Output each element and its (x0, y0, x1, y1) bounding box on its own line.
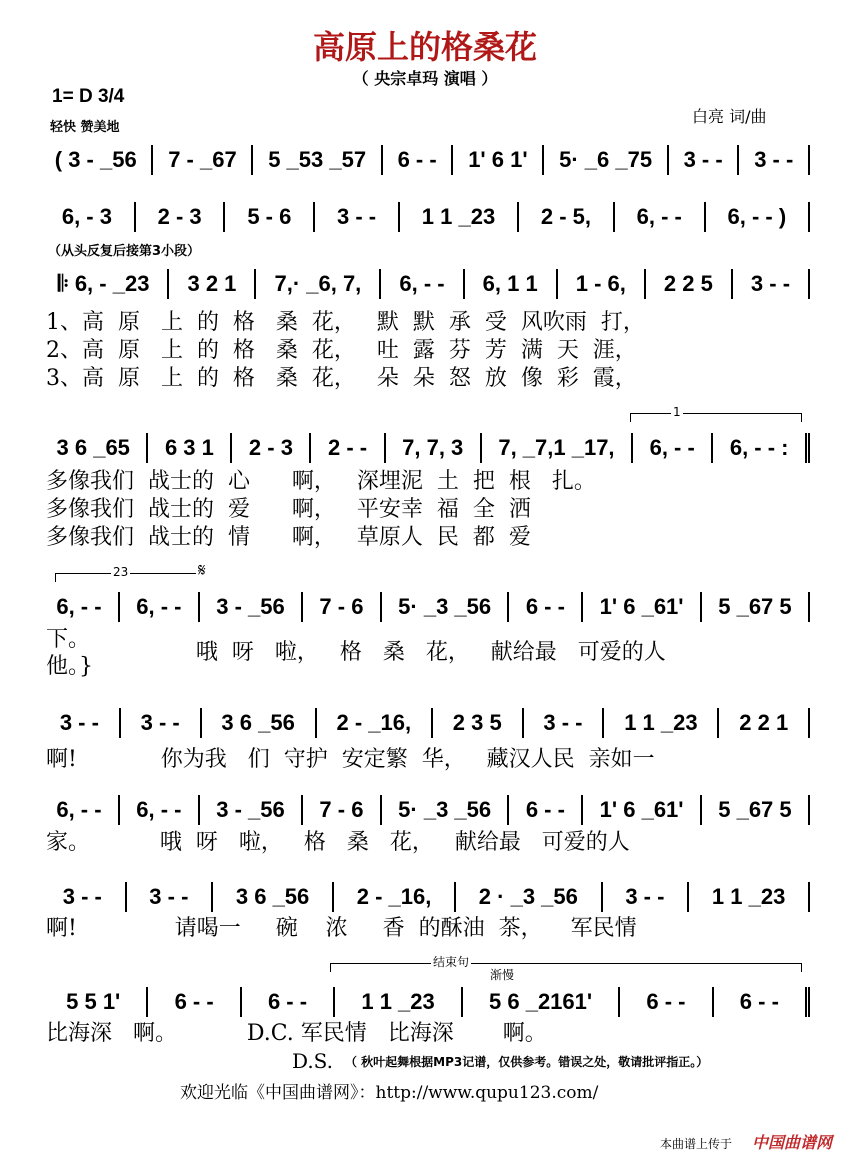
lyric-chorus-1: 哦 呀 啦， 格 桑 花， 献给最 可爱的人 (112, 640, 666, 665)
measure: 1' 6 1' (453, 145, 544, 175)
staff-line-5 (40, 591, 810, 623)
ending-bracket (330, 955, 802, 972)
volta-1-bracket (630, 405, 802, 422)
measure: 1 1 _23 (400, 202, 519, 232)
measure: 6 - - (242, 987, 335, 1017)
measure: 5· _3 _56 (382, 795, 510, 825)
upload-note: 本曲谱上传于 (660, 1137, 733, 1151)
measure: 2 3 5 (433, 708, 524, 738)
measure: 6, - - (633, 433, 713, 463)
staff-line-9 (40, 986, 810, 1018)
measure: 1 - 6, (558, 269, 646, 299)
measure: 7 - 6 (303, 795, 382, 825)
measure: 2 · _3 _56 (456, 882, 603, 912)
site-logo: 中国曲谱网 (752, 1133, 833, 1152)
tempo-marking: 轻快 赞美地 (50, 120, 120, 135)
singer-credit: （ 央宗卓玛 演唱 ） (352, 69, 498, 88)
measure: 5 5 1' (40, 987, 148, 1017)
measure: 6 - - (509, 592, 583, 622)
measure: 5 _67 5 (702, 795, 810, 825)
measure: 5 _53 _57 (253, 145, 382, 175)
lyric-ending-b: 他。} (46, 654, 93, 679)
measure: 2 2 1 (719, 708, 810, 738)
measure: 6 - - (620, 987, 713, 1017)
measure: 2 - 3 (136, 202, 226, 232)
staff-line-8 (40, 881, 810, 913)
measure: 6, - - ) (706, 202, 810, 232)
ending-label: 结束句 (433, 955, 470, 969)
measure: 2 - 3 (232, 433, 311, 463)
measure: 3 - - (127, 882, 214, 912)
measure: 3 - - (669, 145, 740, 175)
measure: 6, - - (120, 795, 200, 825)
measure: 1 1 _23 (689, 882, 810, 912)
lyric-verse-1-line-2: 多像我们 战士的 心 啊， 深埋泥 土 把 根 扎。 (46, 469, 596, 494)
staff-line-1 (40, 144, 810, 176)
measure: 5· _6 _75 (544, 145, 668, 175)
measure: 3 - - (40, 708, 121, 738)
lyric-final: 比海深 啊。 D.C. 军民情 比海深 啊。 (46, 1021, 547, 1046)
measure: 3 6 _56 (213, 882, 334, 912)
segno-sign: 𝄋 (198, 560, 206, 581)
author-credit: 白亮 词/曲 (692, 107, 767, 126)
transcription-remark: （ 秋叶起舞根据MP3记谱，仅供参考。错误之处，敬请批评指正。） (345, 1055, 709, 1069)
measure: 6 3 1 (148, 433, 232, 463)
measure: 2 2 5 (646, 269, 733, 299)
measure: 3 6 _56 (202, 708, 317, 738)
lyric-chorus-3: 家。 哦 呀 啦， 格 桑 花， 献给最 可爱的人 (46, 830, 630, 855)
measure: 1' 6 _61' (583, 795, 702, 825)
measure: 3 - _56 (200, 795, 303, 825)
measure: 6, - 3 (40, 202, 136, 232)
website-footer: 欢迎光临《中国曲谱网》：http://www.qupu123.com/ (180, 1083, 599, 1103)
measure: 3 6 _65 (40, 433, 148, 463)
measure: 3 - - (739, 145, 810, 175)
measure: 1 1 _23 (335, 987, 463, 1017)
measure: 6 - - (148, 987, 241, 1017)
measure: 6, - - : (713, 433, 810, 463)
measure: 2 - _16, (334, 882, 456, 912)
measure: 5· _3 _56 (382, 592, 510, 622)
measure: 3 2 1 (169, 269, 256, 299)
measure: 7 - 6 (303, 592, 382, 622)
measure: 6, - - (381, 269, 464, 299)
measure: 6 - - (714, 987, 810, 1017)
measure: 2 - 5, (519, 202, 615, 232)
measure: 7 - _67 (153, 145, 253, 175)
lyric-verse-3: 3、高 原 上 的 格 桑 花， 朵 朵 怒 放 像 彩 霞， (46, 366, 637, 391)
measure: 3 - - (121, 708, 202, 738)
staff-line-2 (40, 201, 810, 233)
measure: 3 - - (733, 269, 810, 299)
measure: 6, - - (120, 592, 200, 622)
measure: 5 _67 5 (702, 592, 810, 622)
volta-label: 1 (673, 405, 681, 419)
measure: 7,· _6, 7, (256, 269, 381, 299)
measure: 7, _7,1 _17, (482, 433, 633, 463)
measure: 6 - - (383, 145, 454, 175)
staff-line-4 (40, 432, 810, 464)
staff-line-6 (40, 707, 810, 739)
measure: 5 6 _2161' (463, 987, 620, 1017)
lyric-verse-2-line-2: 多像我们 战士的 爱 啊， 平安幸 福 全 洒 (46, 497, 531, 522)
measure: 6 - - (509, 795, 583, 825)
repeat-instruction: （从头反复后接第3小段） (48, 244, 201, 259)
lyric-ending-a: 下。 (46, 627, 91, 652)
song-title: 高原上的格桑花 (312, 28, 537, 66)
dal-segno: D.S. (292, 1049, 334, 1073)
lyric-verse-3-line-2: 多像我们 战士的 情 啊， 草原人 民 都 爱 (46, 525, 531, 550)
measure: 6, - - (615, 202, 706, 232)
measure: 3 - - (315, 202, 400, 232)
measure: ( 3 - _56 (40, 145, 153, 175)
measure: 3 - - (524, 708, 605, 738)
measure: 5 - 6 (225, 202, 315, 232)
key-signature: 1= D 3/4 (52, 86, 125, 107)
lyric-chorus-4: 啊! 请喝一 碗 浓 香 的酥油 茶， 军民情 (46, 916, 637, 941)
measure: 1 1 _23 (604, 708, 719, 738)
lyric-verse-2: 2、高 原 上 的 格 桑 花， 吐 露 芬 芳 满 天 涯， (46, 338, 637, 363)
measure: 3 - _56 (200, 592, 303, 622)
measure: 6, 1 1 (465, 269, 558, 299)
staff-line-3 (40, 268, 810, 300)
measure: 𝄆 6, - _23 (40, 269, 169, 299)
volta-23-bracket (55, 565, 196, 582)
measure: 6, - - (40, 795, 120, 825)
staff-line-7 (40, 794, 810, 826)
ritardando-marking: 渐慢 (490, 968, 515, 982)
measure: 7, 7, 3 (386, 433, 482, 463)
measure: 3 - - (40, 882, 127, 912)
measure: 2 - _16, (317, 708, 433, 738)
measure: 6, - - (40, 592, 120, 622)
lyric-chorus-2: 啊! 你为我 们 守护 安定繁 华， 藏汉人民 亲如一 (46, 747, 655, 772)
volta-label: 23 (113, 565, 129, 579)
measure: 3 - - (603, 882, 690, 912)
lyric-verse-1: 1、高 原 上 的 格 桑 花， 默 默 承 受 风吹雨 打， (46, 310, 645, 335)
measure: 2 - - (311, 433, 385, 463)
measure: 1' 6 _61' (583, 592, 702, 622)
